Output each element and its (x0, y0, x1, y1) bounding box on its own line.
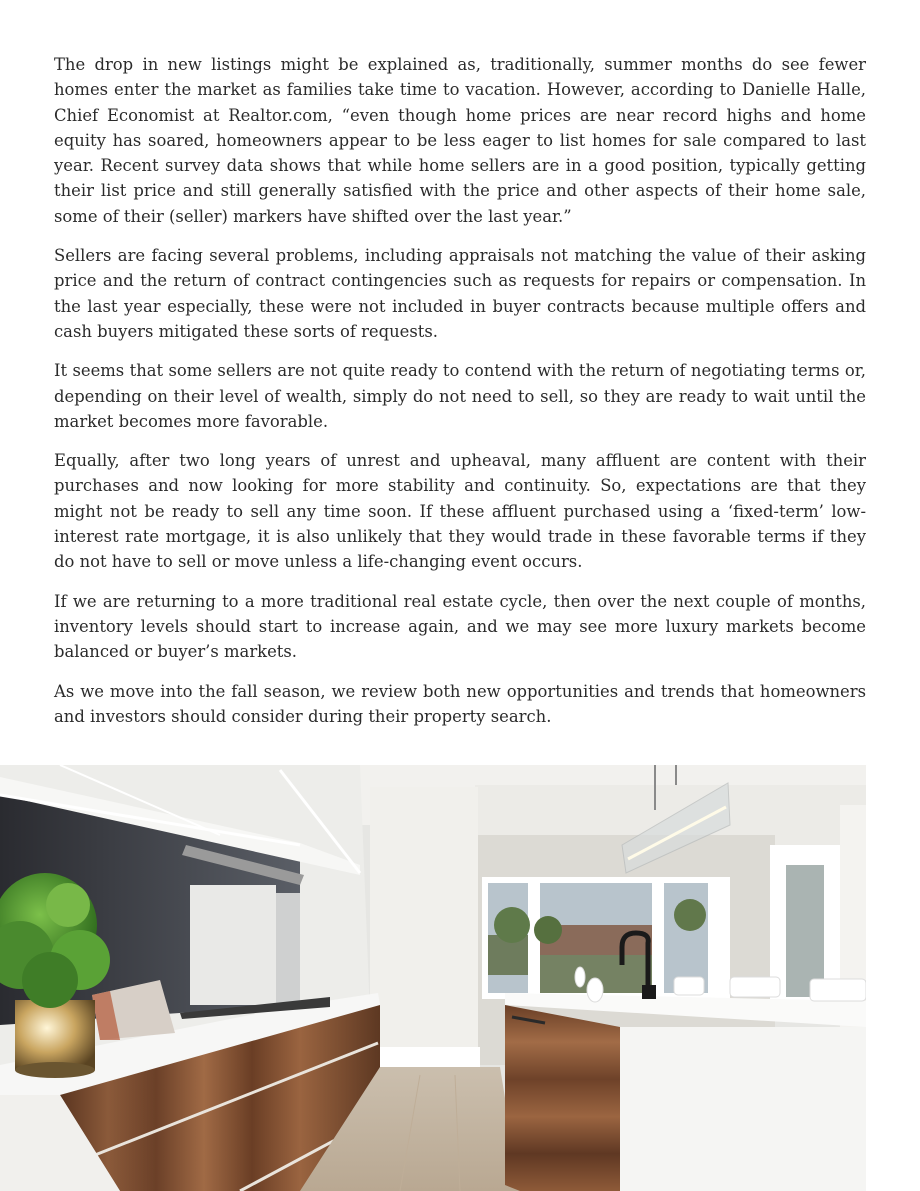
paragraph-4: Equally, after two long years of unrest and upheaval, many affluent are content with their purchases and now looking for more stability and continuity. So, expectations are that they might not be ready to sell any time soon. If these affluent purchased using a ‘fixed-term’ low-interest rate mortgage, it is also unlikely that they would trade in these favorable terms if they do not have to sell or move unless a life-changing event occurs. (54, 451, 866, 572)
article-body (54, 52, 866, 743)
kitchen-photo (0, 765, 866, 1191)
paragraph-2: Sellers are facing several problems, including appraisals not matching the value of their asking price and the return of contract contingencies such as requests for repairs or compensation. In the last year especially, these were not included in buyer contracts because multiple offers and cash buyers mitigated these sorts of requests. (54, 246, 866, 341)
paragraph-1: The drop in new listings might be explained as, traditionally, summer months do see fewer homes enter the market as families take time to vacation. However, according to Danielle Halle, Chief Economist at Realtor.com, “even though home prices are near record highs and home equity has soared, homeowners appear to be less eager to list homes for sale compared to last year. Recent survey data shows that while home sellers are in a good position, typically getting their list price and still generally satisfied with the price and other aspects of their home sale, some of their (seller) markers have shifted over the last year.” (54, 55, 866, 226)
paragraph-5: If we are returning to a more traditional real estate cycle, then over the next couple of months, inventory levels should start to increase again, and we may see more luxury markets become balanced or buyer’s markets. (54, 591, 866, 662)
paragraph-3: It seems that some sellers are not quite ready to contend with the return of negotiating terms or, depending on their level of wealth, simply do not need to sell, so they are ready to wait until the market becomes more favorable. (54, 361, 866, 431)
paragraph-6: As we move into the fall season, we review both new opportunities and trends that homeowners and investors should consider during their property search. (54, 681, 866, 726)
